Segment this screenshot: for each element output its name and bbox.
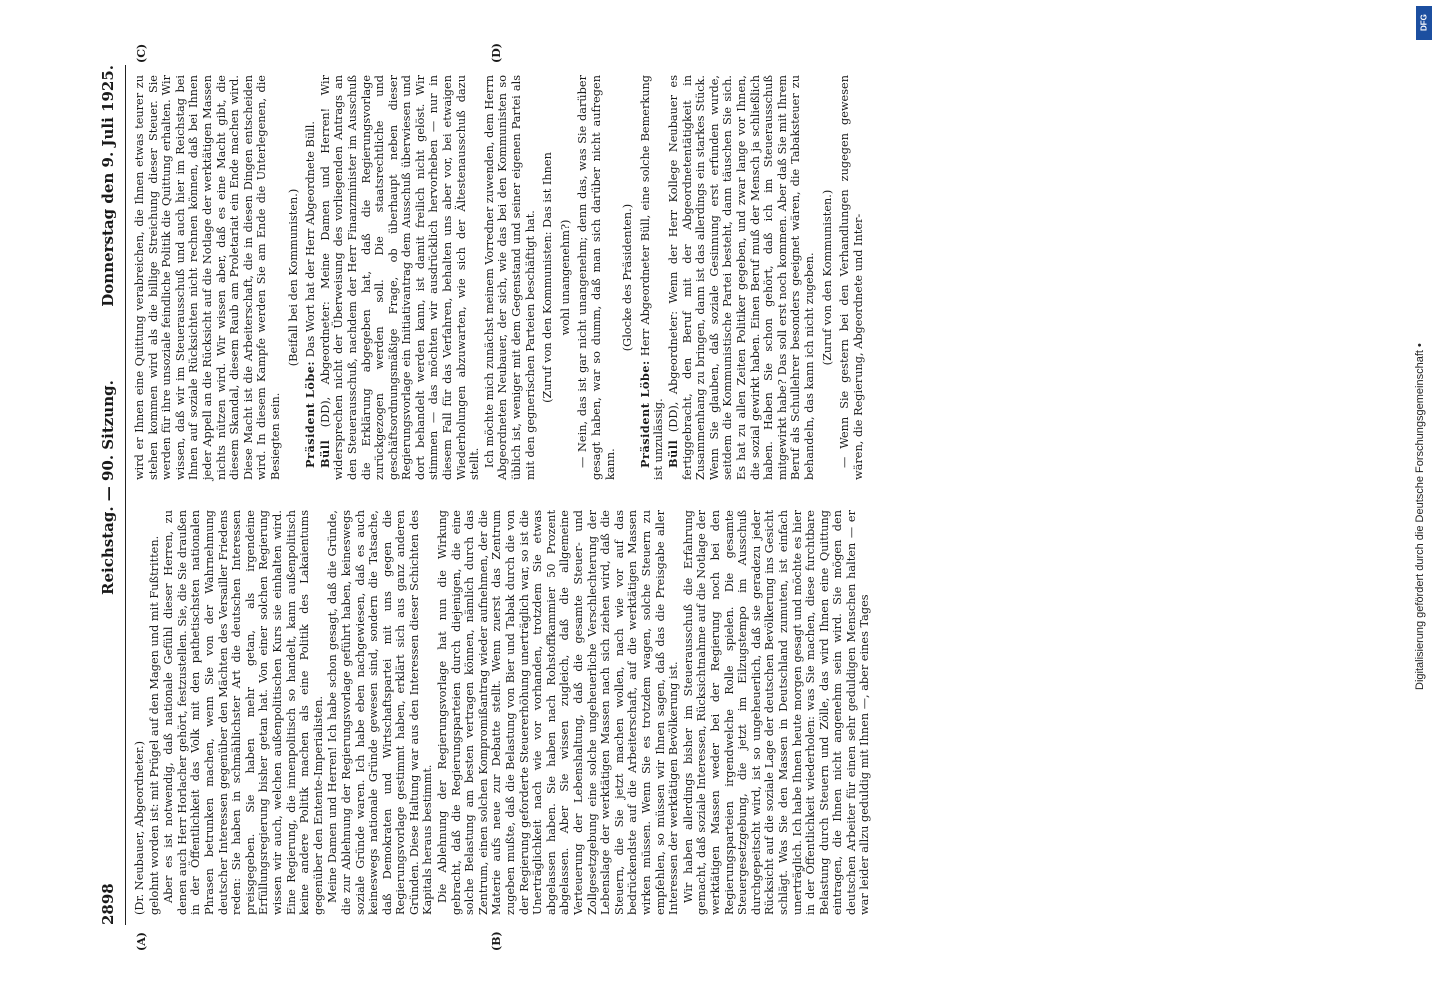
credit-text: Digitalisierung gefördert durch die Deutsche Forschungsgemeinschaft • (1414, 343, 1426, 690)
statement-text: Herr Abgeordneter Büll, eine solche Bemerkung ist unzulässig. (638, 74, 666, 480)
margin-marker-d: (D) (490, 43, 503, 63)
paragraph: gelohnt worden ist: mit Prügel auf den Magen und mit Fußtritten. (147, 535, 161, 915)
paragraph: Ich möchte mich zunächst meinem Vorredner zuwenden, dem Herrn Abgeordneten Neubauer, der sich, wie das bei den Kommunisten so üblich ist, weniger mit dem Gegenstand und seiner eigenen Partei als mit den gegnerischen Parteien beschäftigt hat. (482, 75, 537, 480)
running-head (95, 65, 126, 925)
bell-note: (Glocke des Präsidenten.) (621, 203, 635, 352)
president-statement (304, 75, 318, 480)
paragraph: Aber es ist notwendig, daß nationale Gefühl dieser Herren, zu denen auch Herr Horlacher gehört, festzustellen. Sie, die Sie draußen in der Öffentlichkeit das Volk mit den pathetischsten nationalen Phrasen betrunken machen, wenn Sie von der Wahrnehmung deutscher Interessen gegenüber den Mächten des Versailler Friedens reden: Sie haben in schmählichster Art die deutschen Interessen preisgegeben. Sie haben mehr getan, als irgendeine Erfüllungsregierung bisher getan hat. Von einer solchen Regierung wissen wir auch, welchen außenpolitischen Kurs sie einhalten wird. Eine Regierung, die innenpolitisch so handelt, kann außenpolitisch keine andere Politik machen als eine Politik des Lakaientums gegenüber den Entente-Imperialisten. (162, 510, 325, 915)
interjection: (Zuruf von den Kommunisten.) (820, 189, 834, 366)
session-title: Reichstag. — 90. Sitzung. (99, 380, 117, 595)
statement-text: (DD), Abgeordneter: Meine Damen und Herren! Wir widersprechen nicht der Überweisung des vorliegenden Antrags an den Steuerausschuß, nachdem der Herr Finanzminister im Ausschuß die Erklärung abgegeben hat, daß die Regierungsvorlage zurückgezogen werden soll. Die staatsrechtliche und geschäftsordnungsmäßige Frage, ob überhaupt neben dieser Regierungsvorlage ein Initiativantrag dem Ausschuß überwiesen und dort behandelt werden kann, ist damit freilich nicht gelöst. Wir stimmen — das möchten wir ausdrücklich hervorheben — nur in diesem Fall für das Verfahren, behalten uns aber vor, bei etwaigen Wiederholungen abzuwarten, wie sich der Ältestenausschuß dazu stellt. (318, 74, 482, 480)
speaker-name: Büll (665, 439, 680, 468)
paragraph: Wir haben allerdings bisher im Steuerausschuß die Erfahrung gemacht, daß soziale Interessen, Rücksichtnahme auf die Notlage der werktätigen Massen weder bei der Regierung noch bei den Regierungsparteien irgendwelche Rolle spielen. Die gesamte Steuergesetzgebung, die jetzt im Eilzugstempo im Ausschuß durchgepeitscht wird, ist so ungeheuerlich, daß sie geradezu jeder Rücksicht auf die soziale Lage der deutschen Bevölkerung ins Gesicht schlägt. Was Sie den Massen in Deutschland zumuten, ist einfach unerträglich. Ich habe Ihnen heute morgen gesagt und möchte es hier in der Öffentlichkeit wiederholen: was Sie machen, diese furchtbare Belastung durch Steuern und Zölle, das wird Ihnen eine Quittung eintragen, die Ihnen nicht angenehm sein wird. Sie mögen den deutschen Arbeiter für einen sehr geduldigen Menschen halten — er war leider allzu geduldig mit Ihnen —, aber eines Tages (681, 510, 872, 915)
margin-marker-b: (B) (490, 931, 503, 951)
paragraph: — Wenn Sie gestern bei den Verhandlungen zugegen gewesen wären, die Regierung, Abgeordnete und Inter- (838, 75, 865, 480)
paragraph: Meine Damen und Herren! Ich habe schon gesagt, daß die Gründe, die zur Ablehnung der Regierungsvorlage geführt haben, keineswegs soziale Gründe waren. Ich habe eben nachgewiesen, daß es auch keineswegs nationale Gründe gewesen sind, sondern die Tatsache, daß Demokraten und Wirtschaftspartei mit uns gegen die Regierungsvorlage gestimmt haben, erklärt sich aus ganz anderen Gründen. Diese Haltung war aus den Interessen dieser Schichten des Kapitals heraus bestimmt. (326, 510, 435, 915)
statement-text: (DD), Abgeordneter: Wenn der Herr Kollege Neubauer es fertiggebracht, den Beruf mit der Abgeordnetentätigkeit in Zusammenhang zu bringen, dann ist das allerdings ein starkes Stück. Wenn Sie glauben, daß soziale Gesinnung erst erfunden wurde, seitdem die Kommunistische Partei besteht, dann täuschen Sie sich. Es hat zu allen Zeiten Politiker gegeben, und zwar lange vor Ihnen, die sozial gewirkt haben. Einen Beruf muß der Mensch ja schließlich haben. Haben Sie schon gehört, daß ich im Steuerausschuß mitgewirkt habe? Das soll erst noch kommen. Aber daß Sie mit Ihrem Beruf als Schullehrer besonders geeignet wären, die Tabaksteuer zu behandeln, das kann ich nicht zugeben. (666, 75, 816, 480)
speaker-name: Präsident Löbe: (303, 360, 318, 468)
rotated-page-content (95, 43, 872, 951)
interjection: wohl unangenehm?) (558, 219, 572, 336)
bull-statement (667, 75, 817, 480)
margin-marker-a: (A) (135, 932, 148, 951)
paragraph: Die Ablehnung der Regierungsvorlage hat nun die Wirkung gebracht, daß die Regierungsparteien durch diejenigen, die eine solche Belastung am besten vertragen können, nämlich durch das Zentrum, einen solchen Kompromißantrag wieder aufnehmen, der die Materie aufs neue zur Debatte stellt. Wenn zuerst das Zentrum zugeben mußte, daß die Belastung von Bier und Tabak durch die von der Regierung geforderte Steuererhöhung unerträglich war, so ist die Unerträglichkeit nach wie vor vorhanden, trotzdem Sie etwas abgelassen haben. Sie haben nach Rohstoffkammier 50 Prozent abgelassen. Aber Sie wissen zugleich, daß die allgemeine Verteuerung der Lebenshaltung, daß die gesamte Steuer- und Zollgesetzgebung eine solche ungeheuerliche Verschlechterung der Lebenslage der werktätigen Massen nach sich ziehen wird, daß die Steuern, die Sie jetzt machen wollen, nach wie vor auf das bedrückendste auf die Arbeiterschaft, auf die werktätigen Massen wirken müssen. Wenn Sie es trotzdem wagen, solche Steuern zu empfehlen, so müssen wir Ihnen sagen, daß das die Preisgabe aller Interessen der werktätigen Bevölkerung ist. (436, 510, 681, 915)
right-column (133, 74, 865, 480)
speaker-continuation: (Dr. Neubauer, Abgeordneter.) (133, 740, 146, 915)
statement-text: Das Wort hat der Herr Abgeordnete Büll. (304, 121, 318, 358)
paragraph: — Nein, das ist gar nicht unangenehm; denn das, was Sie darüber gesagt haben, war so dumm, daß man sich darüber nicht aufregen kann. (576, 75, 617, 480)
bull-statement (319, 75, 482, 480)
margin-marker-c: (C) (135, 43, 148, 63)
speaker-name: Präsident Löbe: (637, 360, 652, 468)
session-date: Donnerstag den 9. Juli 1925. (99, 65, 117, 307)
page-number: 2898 (99, 883, 117, 925)
left-column (133, 510, 872, 915)
speaker-name: Büll (317, 439, 332, 468)
president-statement (639, 75, 666, 480)
dfg-logo: DFG (1416, 6, 1432, 40)
interjection: (Zuruf von den Kommunisten: Das ist Ihnen (541, 152, 555, 403)
paragraph: wird er Ihnen eine Quittung verabreichen, die Ihnen etwas teurer zu stehen kommen wird als die billige Streichung dieser Steuer. Sie werden für ihre unsoziale feindliche Politik die Quittung erhalten. Wir wissen, daß wir im Steuerausschuß und auch hier im Reichstag bei Ihnen auf soziale Rücksichten nicht rechnen können, daß bei Ihnen jeder Appell an die Rücksicht auf die Notlage der werktätigen Massen nichts nützen wird. Wir wissen aber, daß es eine Macht gibt, die diesem Skandal, diesem Raub am Proletariat ein Ende machen wird. Diese Macht ist die Arbeiterschaft, die in diesen Dingen entscheiden wird. In diesem Kampfe werden Sie am Ende die Unterlegenen, die Besiegten sein. (133, 75, 282, 480)
applause-note: (Beifall bei den Kommunisten.) (286, 188, 300, 367)
scanned-page (95, 43, 1425, 951)
digitization-credit (1410, 10, 1432, 990)
